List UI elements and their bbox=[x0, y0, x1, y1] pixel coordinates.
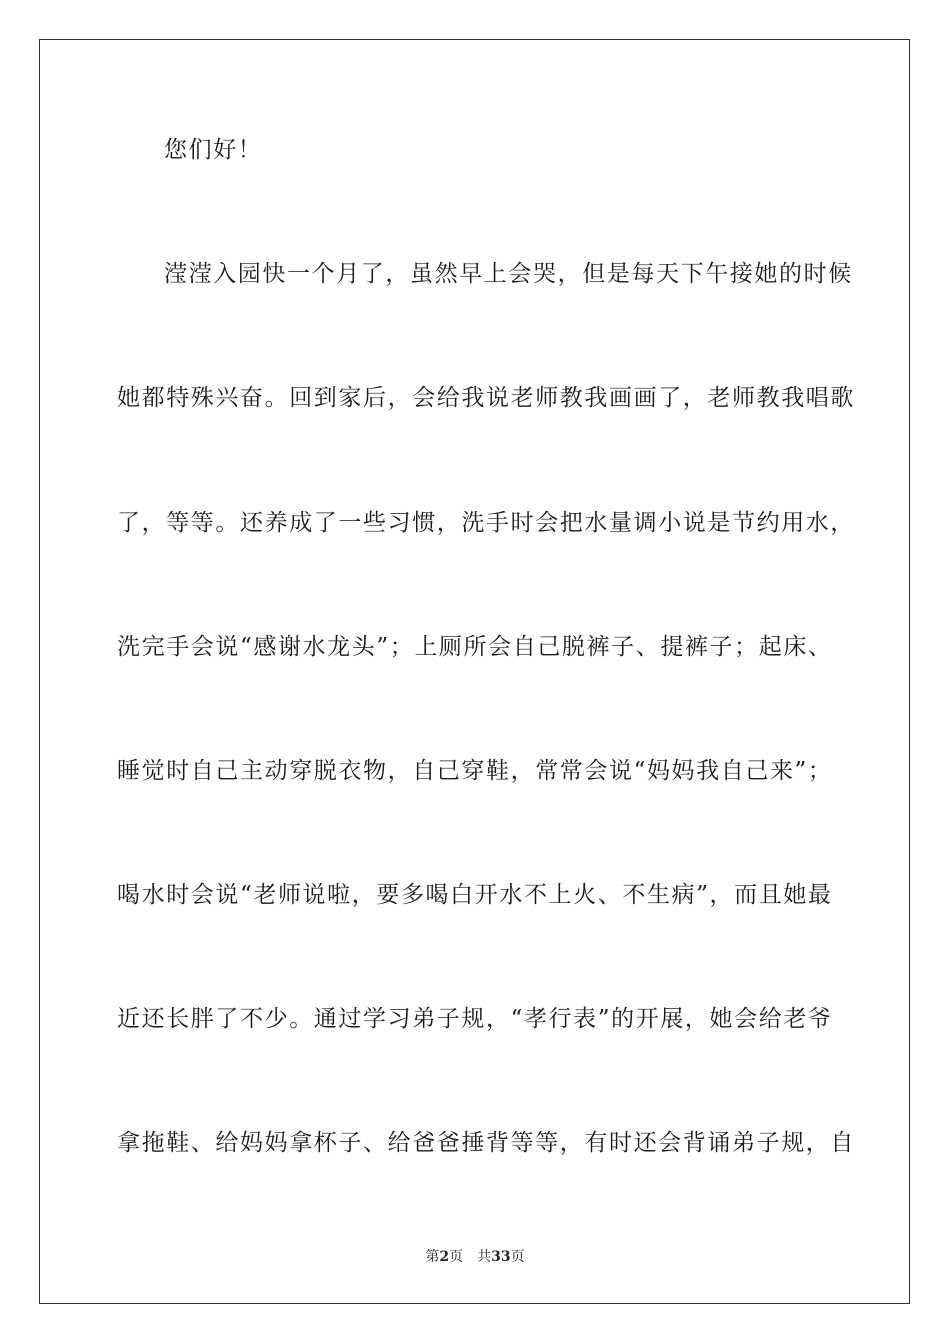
paragraph-line-6: 喝水时会说“老师说啦，要多喝白开水不上火、不生病”，而且她最 bbox=[117, 882, 833, 908]
total-suffix: 页 bbox=[510, 1249, 525, 1265]
paragraph-line-7: 近还长胖了不少。通过学习弟子规，“孝行表”的开展，她会给老爷 bbox=[117, 1006, 833, 1032]
current-page-number: 2 bbox=[439, 1249, 450, 1265]
greeting-line: 您们好！ bbox=[164, 137, 263, 163]
paragraph-line-1: 滢滢入园快一个月了，虽然早上会哭，但是每天下午接她的时候 bbox=[164, 261, 853, 287]
paragraph-line-8: 拿拖鞋、给妈妈拿杯子、给爸爸捶背等等，有时还会背诵弟子规，自 bbox=[117, 1130, 855, 1156]
paragraph-line-2: 她都特殊兴奋。回到家后，会给我说老师教我画画了，老师教我唱歌 bbox=[117, 385, 855, 411]
paragraph-line-3: 了，等等。还养成了一些习惯，洗手时会把水量调小说是节约用水， bbox=[117, 510, 855, 536]
page-frame bbox=[39, 39, 910, 1304]
paragraph-line-4: 洗完手会说“感谢水龙头”；上厕所会自己脱裤子、提裤子；起床、 bbox=[117, 634, 833, 660]
total-prefix: 共 bbox=[477, 1249, 492, 1265]
page-prefix: 第 bbox=[425, 1249, 440, 1265]
page-footer bbox=[0, 1248, 950, 1266]
total-pages-number: 33 bbox=[491, 1249, 511, 1265]
paragraph-line-5: 睡觉时自己主动穿脱衣物，自己穿鞋，常常会说“妈妈我自己来”； bbox=[117, 758, 833, 784]
page-suffix: 页 bbox=[449, 1249, 464, 1265]
